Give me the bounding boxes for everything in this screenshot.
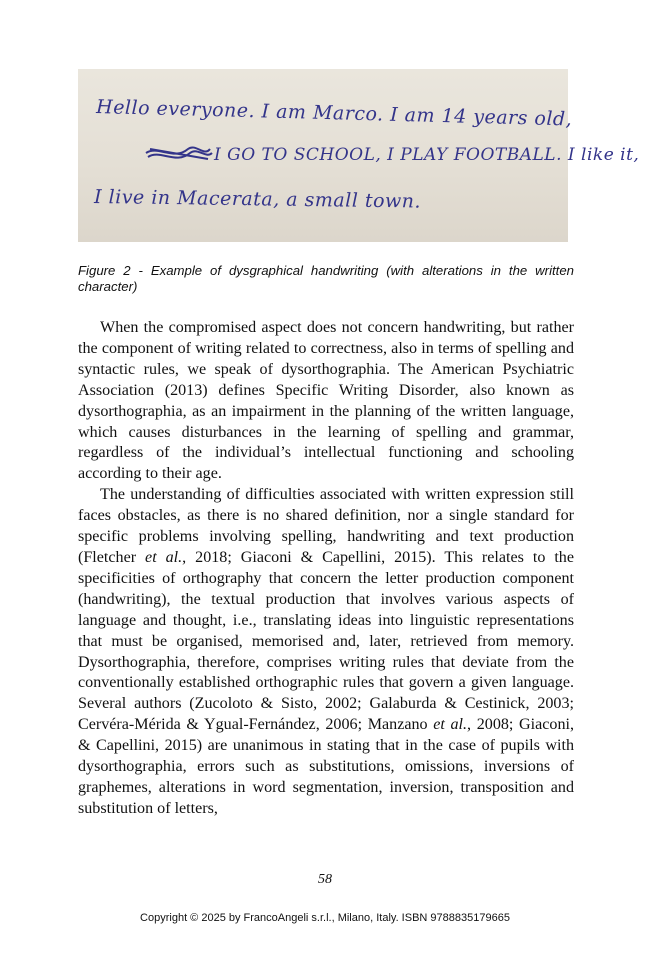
handwriting-svg — [78, 69, 640, 242]
handwriting-line-1: Hello everyone. I am Marco. I am 14 years old, — [95, 96, 573, 131]
figure-caption: Figure 2 - Example of dysgraphical handwriting (with alterations in the written character) — [78, 263, 574, 294]
text-segment: , 2018; Giaconi & Capellini, 2015). This relates to the specificities of orthography that concern the letter production component (handwriting), the textual production that involves various aspects of language and thought, i.e., translating ideas into linguistic representations that must be organised, memorised and, later, retrieved from memory. Dysorthographia, therefore, comprises writing rules that deviate from the conventionally established orthographic rules that govern a given language. Several authors (Zucoloto & Sisto, 2002; Galaburda & Cestinick, 2003; Cervéra-Mérida & Ygual-Fernández, 2006; Manzano — [78, 548, 574, 734]
copyright-notice: Copyright © 2025 by FrancoAngeli s.r.l., Milano, Italy. ISBN 9788835179665 — [140, 912, 510, 924]
italic-text: et al. — [433, 716, 468, 734]
body-paragraph — [78, 485, 574, 820]
body-paragraph — [78, 318, 574, 485]
scribble-mark — [146, 147, 212, 159]
handwriting-line-2: I GO TO SCHOOL, I PLAY FOOTBALL. I like it, — [214, 145, 640, 165]
text-segment: When the compromised aspect does not concern handwriting, but rather the component of writing related to correctness, also in terms of spelling and syntactic rules, we speak of dysorthographia. The American Psychiatric Association (2013) defines Specific Writing Disorder, also known as dysorthographia, as an impairment in the planning of the written language, which causes disturbances in the learning of spelling and grammar, regardless of the individual’s intellectual functioning and schooling according to their age. — [78, 319, 574, 483]
handwriting-photo — [78, 69, 640, 242]
text-segment: The understanding of difficulties associated with written expression still faces obstacles, as there is no shared definition, nor a single standard for specific problems involving spelling, handwriting and text production (Fletcher — [78, 486, 574, 566]
italic-text: et al. — [145, 548, 183, 566]
body-text — [78, 318, 574, 820]
handwriting-line-3: I live in Macerata, a small town. — [93, 186, 422, 213]
page-number: 58 — [318, 872, 332, 887]
text-segment: , 2008; Giaconi, & Capellini, 2015) are unanimous in stating that in the case of pupils with dysorthographia, errors such as substitutions, omissions, inversions of graphemes, alterations in word segmentation, inversion, transposition and substitution of letters, — [78, 716, 575, 817]
